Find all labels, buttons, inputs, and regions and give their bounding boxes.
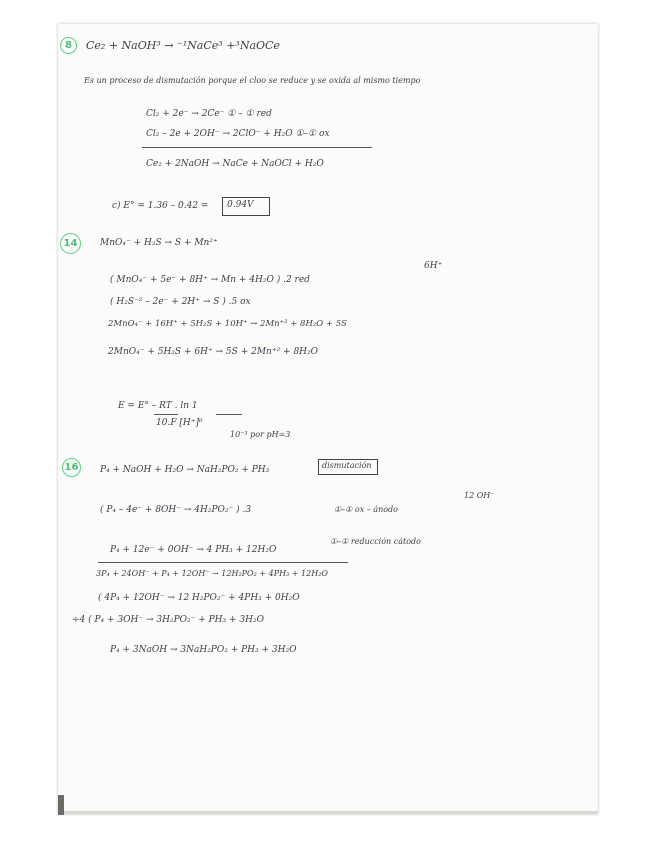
p14-ph-note: 10⁻³ por pH=3 [230,430,291,439]
p14-half-red: ( MnO₄⁻ + 5e⁻ + 8H⁺ → Mn + 4H₂O ) .2 red [110,275,310,285]
p8-sum-line [142,147,372,148]
p8-half-ox: Cl₂ – 2e + 2OH⁻ → 2ClO⁻ + H₂O ①–① ox [146,129,330,139]
p16-combined: ( 4P₄ + 12OH⁻ → 12 H₂PO₂⁻ + 4PH₃ + 0H₂O [98,593,300,603]
p8-answer-box [222,197,270,216]
p8-half-red: Cl₂ + 2e⁻ → 2Ce⁻ ① – ① red [146,109,272,119]
p8-equation: Ce₂ + NaOH³ → ⁻¹NaCe³ +³NaOCe [86,39,280,52]
p14-half-ox: ( H₂S⁻² – 2e⁻ + 2H⁺ → S ) .5 ox [110,297,251,307]
p16-red-note: ①–① reducción cátodo [330,537,421,546]
p16-half-red: P₄ + 12e⁻ + 0OH⁻ → 4 PH₃ + 12H₂O [110,545,277,555]
p8-total: Ce₂ + 2NaOH → NaCe + NaOCl + H₂O [146,159,324,169]
left-margin-shadow [58,795,64,815]
p16-sum-line [98,562,348,563]
p14-side-note: 6H⁺ [424,261,443,271]
p14-equation: MnO₄⁻ + H₂S → S + Mn²⁺ [100,238,218,248]
p14-fraction-line [154,414,178,415]
p14-final: 2MnO₄⁻ + 5H₂S + 6H⁺ → 5S + 2Mn⁺² + 8H₂O [108,347,319,357]
p16-equation: P₄ + NaOH + H₂O → NaH₂PO₂ + PH₃ [100,465,270,475]
p14-fraction-line-2 [216,414,242,415]
p14-sum: 2MnO₄⁻ + 16H⁺ + 5H₂S + 10H⁺ → 2Mn⁺² + 8H₂O + 5S [108,319,347,329]
p14-nernst-denominator: 10.F [H⁺]⁶ [156,418,203,428]
problem-number-14: 14 [60,233,81,254]
p16-dismutation-label-box [318,459,378,475]
problem-number-16: 16 [62,458,81,477]
p14-nernst: E = E° – RT . ln 1 [118,401,198,411]
p16-side-note: 12 OH⁻ [464,491,495,500]
problem-number-8: 8 [60,37,77,54]
p16-ox-note: ①–① ox – ánodo [334,505,398,514]
p16-dismutation-label: dismutación [322,461,372,470]
p16-half-ox: ( P₄ – 4e⁻ + 8OH⁻ → 4H₂PO₂⁻ ) .3 [100,505,252,515]
p8-explanation: Es un proceso de dismutación porque el cloo se reduce y se oxida al mismo tiempo [84,76,421,85]
p16-sum: 3P₄ + 24OH⁻ + P₄ + 12OH⁻ → 12H₂PO₂ + 4PH₃ + 12H₂O [96,569,328,578]
notebook-page [58,24,598,814]
paper-bottom-edge [58,811,598,814]
p8-answer: 0.94V [227,200,254,210]
p16-final: P₄ + 3NaOH → 3NaH₂PO₂ + PH₃ + 3H₂O [110,645,297,655]
p16-divided: ÷4 ( P₄ + 3OH⁻ → 3H₂PO₂⁻ + PH₃ + 3H₂O [72,615,264,625]
p8-potential: c) E° = 1.36 – 0.42 = [112,201,209,211]
